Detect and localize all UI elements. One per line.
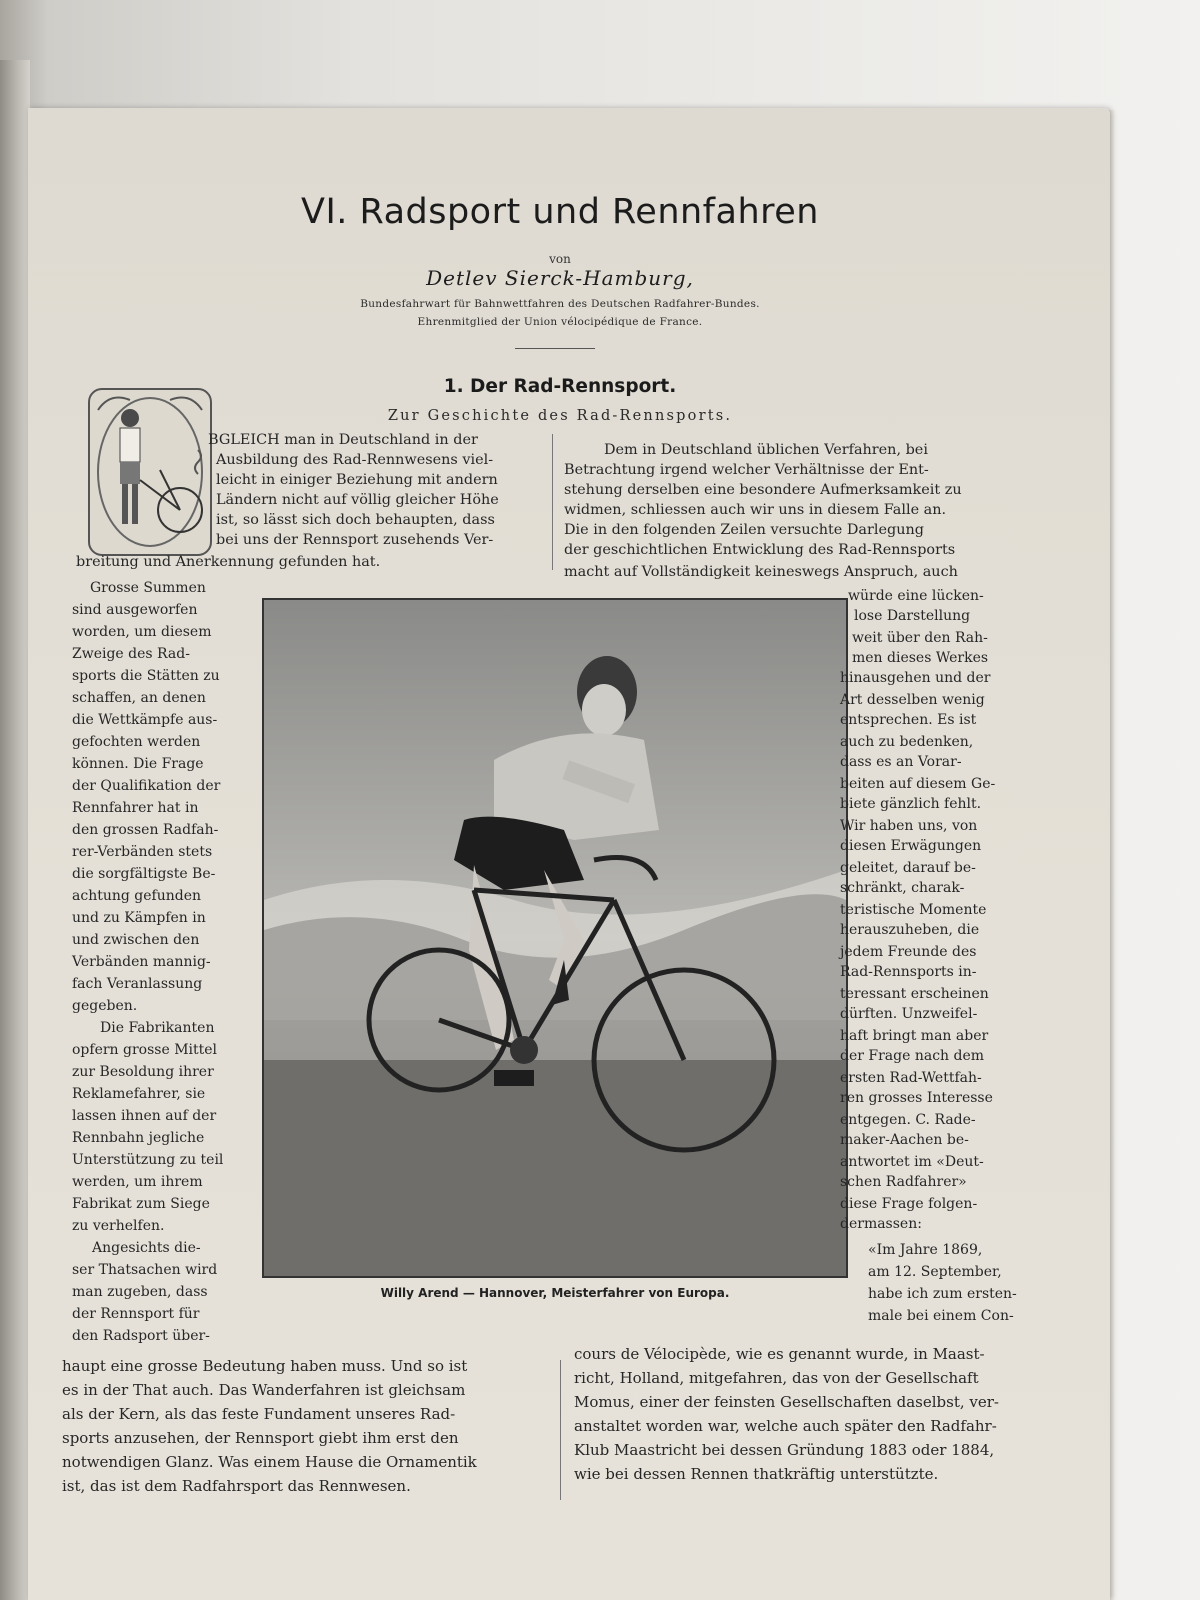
text-line: Art desselben wenig (840, 692, 985, 708)
text-line: herauszuheben, die (840, 922, 980, 938)
text-line: dürften. Unzweifel- (840, 1006, 978, 1022)
text-line: als der Kern, als das feste Fundament unseres Rad- (62, 1405, 456, 1423)
text-line: haft bringt man aber (840, 1028, 989, 1044)
text-line: breitung und Anerkennung gefunden hat. (76, 554, 381, 570)
text-line: der Qualifikation der (72, 778, 221, 794)
text-line: Verbänden mannig- (72, 954, 211, 970)
text-line: würde eine lücken- (848, 588, 984, 604)
text-line: worden, um diesem (72, 624, 212, 640)
text-line: Rad-Rennsports in- (840, 964, 977, 980)
chapter-title: VI. Radsport und Rennfahren (301, 192, 819, 232)
text-line: geleitet, darauf be- (840, 860, 976, 876)
text-line: stehung derselben eine besondere Aufmerksamkeit zu (564, 482, 962, 498)
text-line: schen Radfahrer» (840, 1174, 967, 1190)
text-line: BGLEICH man in Deutschland in der (208, 432, 478, 448)
text-line: bei uns der Rennsport zusehends Ver- (216, 532, 494, 548)
text-line: maker-Aachen be- (840, 1132, 969, 1148)
column-divider (560, 1360, 561, 1500)
text-line: opfern grosse Mittel (72, 1042, 218, 1058)
text-line: jedem Freunde des (840, 944, 977, 960)
text-line: biete gänzlich fehlt. (840, 796, 982, 812)
text-line: Fabrikat zum Siege (72, 1196, 210, 1212)
section-subtitle: Zur Geschichte des Rad-Rennsports. (387, 408, 733, 424)
text-line: sind ausgeworfen (72, 602, 198, 618)
text-line: Dem in Deutschland üblichen Verfahren, bei (604, 442, 928, 458)
text-line: diesen Erwägungen (840, 838, 982, 854)
text-line: Rennfahrer hat in (72, 800, 199, 816)
text-line: entgegen. C. Rade- (840, 1112, 976, 1128)
text-line: anstaltet worden war, welche auch später den Radfahr- (574, 1417, 997, 1435)
text-line: am 12. September, (868, 1264, 1002, 1280)
text-line: teristische Momente (840, 902, 987, 918)
text-line: Klub Maastricht bei dessen Gründung 1883 oder 1884, (574, 1441, 995, 1459)
left-page-edge (0, 60, 30, 1600)
text-line: Betrachtung irgend welcher Verhältnisse der Ent- (564, 462, 929, 478)
text-line: Angesichts die- (92, 1240, 201, 1256)
author-affiliation-2: Ehrenmitglied der Union vélocipédique de France. (417, 316, 703, 328)
text-line: lassen ihnen auf der (72, 1108, 217, 1124)
text-line: werden, um ihrem (72, 1174, 203, 1190)
text-line: Ländern nicht auf völlig gleicher Höhe (216, 492, 499, 508)
text-line: der Rennsport für (72, 1306, 200, 1322)
text-line: hinausgehen und der (840, 670, 991, 686)
text-line: können. Die Frage (72, 756, 204, 772)
text-line: ren grosses Interesse (840, 1090, 993, 1106)
narrow-left-column (72, 578, 252, 1368)
author-affiliation-1: Bundesfahrwart für Bahnwettfahren des Deutschen Radfahrer-Bundes. (360, 298, 760, 310)
text-line: Die Fabrikanten (100, 1020, 215, 1036)
text-line: lose Darstellung (854, 608, 971, 624)
text-line: Die in den folgenden Zeilen versuchte Darlegung (564, 522, 924, 538)
text-line: Rennbahn jegliche (72, 1130, 205, 1146)
text-line: ersten Rad-Wettfah- (840, 1070, 982, 1086)
text-line: macht auf Vollständigkeit keineswegs Anspruch, auch (564, 564, 958, 580)
text-line: sports die Stätten zu (72, 668, 220, 684)
text-line: wie bei dessen Rennen thatkräftig unterstützte. (574, 1465, 939, 1483)
text-line: Zweige des Rad- (72, 646, 190, 662)
text-line: fach Veranlassung (72, 976, 203, 992)
text-line: habe ich zum ersten- (868, 1286, 1017, 1302)
text-line: antwortet im «Deut- (840, 1154, 984, 1170)
text-line: ist, so lässt sich doch behaupten, dass (216, 512, 495, 528)
divider-rule (515, 348, 595, 349)
text-line: die Wettkämpfe aus- (72, 712, 218, 728)
text-line: auch zu bedenken, (840, 734, 974, 750)
text-line: es in der That auch. Das Wanderfahren ist gleichsam (62, 1381, 466, 1399)
text-line: diese Frage folgen- (840, 1196, 978, 1212)
bottom-left-column (62, 1356, 552, 1516)
column-divider (552, 434, 553, 570)
text-line: und zu Kämpfen in (72, 910, 206, 926)
text-line: entsprechen. Es ist (840, 712, 977, 728)
text-line: cours de Vélocipède, wie es genannt wurde, in Maast- (574, 1345, 985, 1363)
intro-right-column (564, 440, 1004, 590)
byline-von: von (549, 252, 571, 266)
text-line: «Im Jahre 1869, (868, 1242, 983, 1258)
text-line: der Frage nach dem (840, 1048, 985, 1064)
bottom-right-column (574, 1344, 1054, 1504)
text-line: dermassen: (840, 1216, 922, 1232)
cyclist-photo (262, 598, 848, 1278)
text-line: schränkt, charak- (840, 880, 965, 896)
text-line: men dieses Werkes (852, 650, 989, 666)
text-line: male bei einem Con- (868, 1308, 1014, 1324)
text-line: Wir haben uns, von (840, 818, 978, 834)
text-line: Grosse Summen (90, 580, 206, 596)
text-line: Reklamefahrer, sie (72, 1086, 206, 1102)
text-line: Unterstützung zu teil (72, 1152, 224, 1168)
text-line: und zwischen den (72, 932, 200, 948)
text-line: gefochten werden (72, 734, 201, 750)
intro-left-column (76, 430, 548, 580)
text-line: haupt eine grosse Bedeutung haben muss. Und so ist (62, 1357, 468, 1375)
text-line: ist, das ist dem Radfahrsport das Rennwesen. (62, 1477, 411, 1495)
text-line: leicht in einiger Beziehung mit andern (216, 472, 498, 488)
text-line: zur Besoldung ihrer (72, 1064, 214, 1080)
text-line: ser Thatsachen wird (72, 1262, 218, 1278)
section-title: 1. Der Rad-Rennsport. (443, 376, 677, 397)
text-line: widmen, schliessen auch wir uns in diesem Falle an. (564, 502, 947, 518)
text-line: Ausbildung des Rad-Rennwesens viel- (216, 452, 494, 468)
text-line: Momus, einer der feinsten Gesellschaften daselbst, ver- (574, 1393, 999, 1411)
text-line: sports anzusehen, der Rennsport giebt ihm erst den (62, 1429, 459, 1447)
text-line: weit über den Rah- (852, 630, 988, 646)
text-line: achtung gefunden (72, 888, 202, 904)
text-line: notwendigen Glanz. Was einem Hause die Ornamentik (62, 1453, 477, 1471)
text-line: rer-Verbänden stets (72, 844, 213, 860)
text-line: gegeben. (72, 998, 138, 1014)
text-line: beiten auf diesem Ge- (840, 776, 996, 792)
text-line: teressant erscheinen (840, 986, 989, 1002)
narrow-right-column (840, 586, 1048, 1366)
text-line: dass es an Vorar- (840, 754, 962, 770)
text-line: die sorgfältigste Be- (72, 866, 216, 882)
text-line: zu verhelfen. (72, 1218, 165, 1234)
text-line: den grossen Radfah- (72, 822, 219, 838)
text-line: richt, Holland, mitgefahren, das von der Gesellschaft (574, 1369, 979, 1387)
text-line: schaffen, an denen (72, 690, 206, 706)
text-line: der geschichtlichen Entwicklung des Rad-Rennsports (564, 542, 956, 558)
photo-caption: Willy Arend — Hannover, Meisterfahrer von Europa. (380, 1286, 730, 1300)
cyclist-photo-image (264, 600, 846, 1276)
text-line: man zugeben, dass (72, 1284, 208, 1300)
text-line: den Radsport über- (72, 1328, 210, 1344)
author-name: Detlev Sierck-Hamburg, (426, 266, 694, 290)
